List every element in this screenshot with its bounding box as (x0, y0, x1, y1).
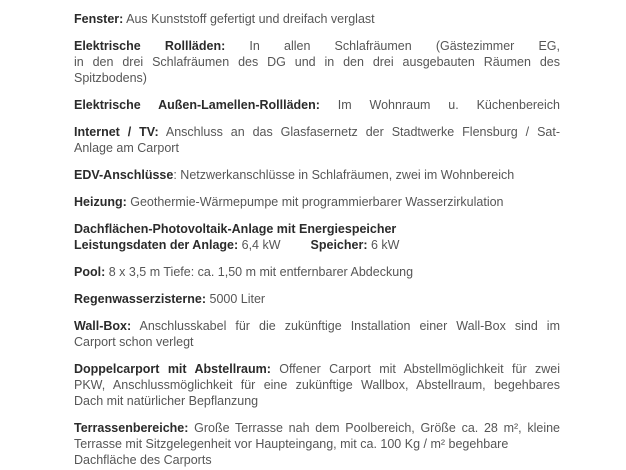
feature-label: Dachflächen-Photovoltaik-Anlage mit Energiespeicher (74, 222, 397, 236)
feature-paragraph (74, 291, 560, 307)
feature-text: Terrasse mit Sitzgelegenheit vor Haupteingang, mit ca. 100 Kg / m² begehbare (74, 437, 509, 451)
feature-label: Speicher: (310, 238, 368, 252)
feature-text: 8 x 3,5 m Tiefe: ca. 1,50 m mit entfernbarer Abdeckung (105, 265, 414, 279)
text-line (74, 140, 560, 156)
feature-label: Regenwasserzisterne: (74, 292, 207, 306)
feature-paragraph (74, 361, 560, 409)
feature-text: 5000 Liter (206, 292, 266, 306)
feature-text: Carport schon verlegt (74, 335, 194, 349)
feature-label: Heizung: (74, 195, 127, 209)
feature-list (74, 11, 560, 468)
feature-label: Internet / TV: (74, 125, 159, 139)
feature-text: 6 kW (367, 238, 400, 252)
text-line (74, 237, 560, 253)
feature-label: EDV-Anschlüsse (74, 168, 174, 182)
text-line (74, 167, 560, 183)
text-line (74, 452, 560, 468)
feature-paragraph (74, 221, 560, 253)
text-line (74, 361, 560, 377)
text-line (74, 393, 560, 409)
text-line (74, 70, 560, 86)
feature-text: 6,4 kW (238, 238, 281, 252)
feature-text: In allen Schlafräumen (Gästezimmer EG, (225, 39, 560, 53)
feature-label: Wall-Box: (74, 319, 132, 333)
feature-text: Offener Carport mit Abstellmöglichkeit für zwei (270, 362, 561, 376)
text-line (74, 221, 560, 237)
feature-paragraph (74, 167, 560, 183)
text-line (74, 264, 560, 280)
feature-text: Dachfläche des Carports (74, 453, 212, 467)
text-line (74, 194, 560, 210)
feature-text: Anschlusskabel für die zukünftige Installation einer Wall-Box sind im (131, 319, 560, 333)
feature-text: Anschluss an das Glasfasernetz der Stadtwerke Flensburg / Sat- (158, 125, 561, 139)
feature-text: Große Terrasse nah dem Poolbereich, Größe ca. 28 m², kleine (188, 421, 560, 435)
feature-text: Geothermie-Wärmepumpe mit programmierbarer Wasserzirkulation (126, 195, 504, 209)
text-line (74, 318, 560, 334)
feature-paragraph (74, 38, 560, 86)
feature-text: Dach mit natürlicher Bepflanzung (74, 394, 259, 408)
feature-label: Elektrische Rollläden: (74, 39, 226, 53)
feature-label: Doppelcarport mit Abstellraum: (74, 362, 271, 376)
text-line (74, 420, 560, 436)
text-line (74, 124, 560, 140)
feature-text: in den drei Schlafräumen des DG und in den drei ausgebauten Räumen des (74, 55, 560, 69)
feature-paragraph (74, 264, 560, 280)
text-line (74, 54, 560, 70)
feature-label: Pool: (74, 265, 106, 279)
feature-paragraph (74, 97, 560, 113)
feature-label: Elektrische Außen-Lamellen-Rollläden: (74, 98, 320, 112)
feature-paragraph (74, 11, 560, 27)
feature-label: Fenster: (74, 12, 124, 26)
feature-text: PKW, Anschlussmöglichkeit für eine zukünftige Wallbox, Abstellraum, begehbares (74, 378, 560, 392)
feature-text: Im Wohnraum u. Küchenbereich (319, 98, 560, 112)
feature-text: Aus Kunststoff gefertigt und dreifach verglast (123, 12, 375, 26)
text-line (74, 436, 560, 452)
feature-text: Anlage am Carport (74, 141, 179, 155)
feature-text: Spitzbodens) (74, 71, 147, 85)
text-line (74, 38, 560, 54)
text-line (74, 334, 560, 350)
feature-label: Terrassenbereiche: (74, 421, 189, 435)
feature-paragraph (74, 194, 560, 210)
feature-text: : Netzwerkanschlüsse in Schlafräumen, zwei im Wohnbereich (173, 168, 515, 182)
text-line (74, 291, 560, 307)
feature-paragraph (74, 420, 560, 468)
feature-label: Leistungsdaten der Anlage: (74, 238, 239, 252)
text-line (74, 97, 560, 113)
text-line (74, 377, 560, 393)
feature-paragraph (74, 124, 560, 156)
feature-paragraph (74, 318, 560, 350)
text-line (74, 11, 560, 27)
